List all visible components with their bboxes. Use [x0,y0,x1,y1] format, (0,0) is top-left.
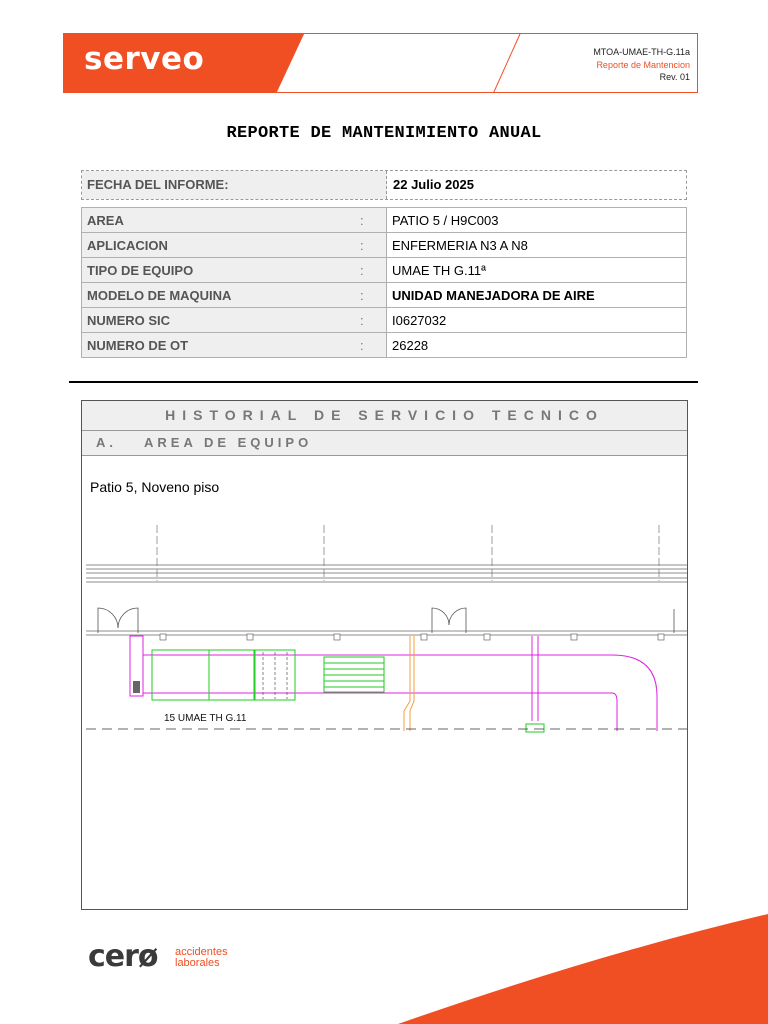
document-revision: Rev. 01 [659,72,690,82]
info-row-aplicacion [82,233,687,258]
section-header [82,431,687,456]
equipment-info-table [81,207,687,358]
info-separator: : [338,333,387,358]
info-separator: : [338,283,387,308]
info-label: MODELO DE MAQUINA [82,283,338,308]
info-separator: : [338,258,387,283]
document-code: MTOA-UMAE-TH-G.11a [593,47,690,57]
equipment-location: Patio 5, Noveno piso [90,479,220,495]
report-date-value: 22 Julio 2025 [393,177,474,192]
info-separator: : [338,233,387,258]
info-value: UNIDAD MANEJADORA DE AIRE [387,283,687,308]
service-history-box [81,400,688,910]
cero-logo-text: cerø [88,939,158,974]
info-value: I0627032 [387,308,687,333]
info-label: AREA [82,208,338,233]
info-value: ENFERMERIA N3 A N8 [387,233,687,258]
serveo-logo: serveo [84,41,205,77]
info-label: TIPO DE EQUIPO [82,258,338,283]
info-value: UMAE TH G.11ª [387,258,687,283]
section-title: AREA DE EQUIPO [144,435,313,450]
report-date-label: FECHA DEL INFORME: [82,171,387,199]
info-value: 26228 [387,333,687,358]
footer-swoosh [398,914,768,1024]
section-index: A. [96,435,117,450]
info-row-numero-ot [82,333,687,358]
cero-tagline-line-2: laborales [175,957,220,969]
document-subtitle: Reporte de Mantencion [596,59,690,70]
document-header [63,33,698,93]
document-meta [593,46,690,84]
info-label: NUMERO SIC [82,308,338,333]
cero-tagline-line-1: accidentes [175,946,228,958]
info-value: PATIO 5 / H9C003 [387,208,687,233]
info-row-area [82,208,687,233]
info-row-modelo [82,283,687,308]
cero-tagline [175,947,228,969]
plan-label: 15 UMAE TH G.11 [164,713,247,724]
info-label: APLICACION [82,233,338,258]
info-separator: : [338,308,387,333]
info-separator: : [338,208,387,233]
history-title: HISTORIAL DE SERVICIO TECNICO [82,401,687,431]
floor-plan-drawing [82,521,687,736]
info-label: NUMERO DE OT [82,333,338,358]
info-row-tipo-equipo [82,258,687,283]
section-divider [69,381,698,383]
page-title: REPORTE DE MANTENIMIENTO ANUAL [226,124,542,143]
report-date-table [81,170,687,200]
info-row-numero-sic [82,308,687,333]
